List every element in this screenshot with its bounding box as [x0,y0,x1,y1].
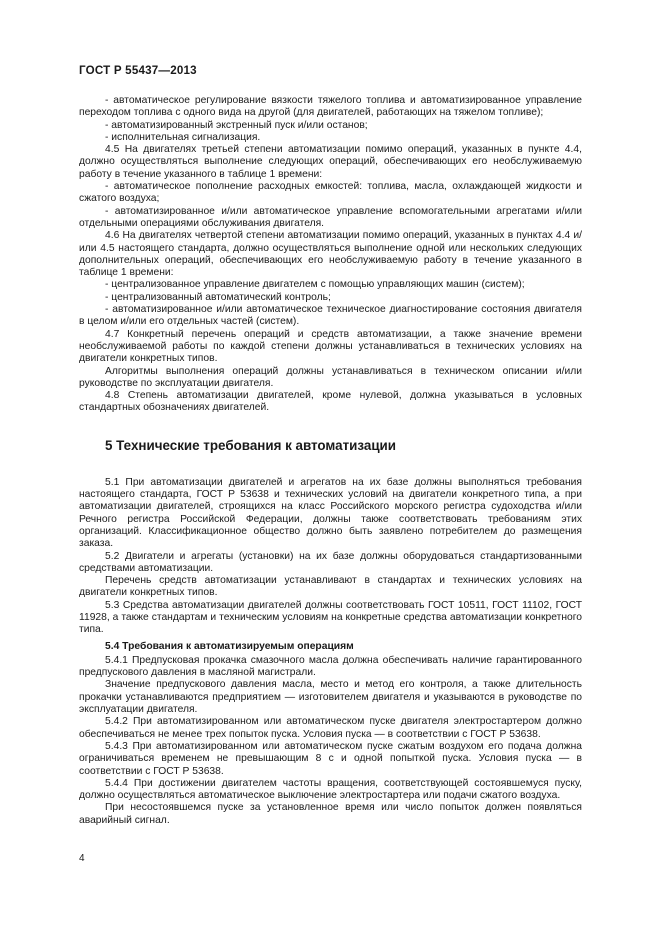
paragraph: 4.8 Степень автоматизации двигателей, кроме нулевой, должна указываться в условных стандартных обозначениях двигателей. [79,390,582,414]
list-item: - автоматизированный экстренный пуск и/или останов; [105,119,368,131]
paragraph: 5.2 Двигатели и агрегаты (установки) на их базе должны оборудоваться стандартизованными средствами автоматизации. [79,550,582,574]
paragraph: Перечень средств автоматизации устанавливают в стандартах и технических условиях на двигатели конкретных типов. [79,575,582,599]
paragraph: 5.4.3 При автоматизированном или автоматическом пуске сжатым воздухом его подача должна ограничиваться временем не превышающим 8 с и одной попыткой пуска. Условия пуска — в соответствии с ГОСТ Р 53638. [79,740,582,777]
paragraph: 4.7 Конкретный перечень операций и средств автоматизации, а также значение времени необслуживаемой работы по каждой степени должны устанавливаться в технических условиях на двигатели конкретных типов. [79,328,582,365]
paragraph: 5.4.1 Предпусковая прокачка смазочного масла должна обеспечивать наличие гарантированного предпускового давления в масляной магистрали. [79,654,582,679]
paragraph: 4.5 На двигателях третьей степени автоматизации помимо операций, указанных в пункте 4.4, должно осуществляться выполнение следующих операций, обеспечивающих его необслуживаемую работу в течение указанного в таблице 1 времени: [79,144,582,180]
paragraph: 5.4.2 При автоматизированном или автоматическом пуске двигателя электростартером должно обеспечиваться не менее трех попыток пуска. Условия пуска — в соответствии с ГОСТ Р 53638. [79,716,582,740]
paragraph: 4.6 На двигателях четвертой степени автоматизации помимо операций, указанных в пунктах 4.4 и/или 4.5 настоящего стандарта, должно осуществляться выполнение одной или нескольких следующих дополнительных операций, обеспечивающих его необслуживаемую работу в течение указанного в таблице 1 времени: [79,230,582,279]
paragraph: Значение предпускового давления масла, место и метод его контроля, а также длительность прокачки устанавливаются предприятием — изготовителем двигателя и указываются в руководстве по эксплуатации двигателя. [79,679,582,716]
section-5-paragraphs [79,477,582,637]
section-title: 5 Технические требования к автоматизации [105,437,397,453]
page-body [79,95,582,827]
running-header: ГОСТ Р 55437—2013 [79,64,197,77]
list-item: - исполнительная сигнализация. [105,131,261,143]
paragraph: 5.4.4 При достижении двигателем частоты вращения, соответствующей состоявшемуся пуску, должно осуществляться автоматическое выключение электростартера или подачи сжатого воздуха. [79,777,582,802]
list-item: - автоматическое пополнение расходных емкостей: топлива, масла, охлаждающей жидкости и сжатого воздуха; [79,181,582,205]
section-4-continuation [79,95,582,415]
list-item: - автоматизированное и/или автоматическое управление вспомогательными агрегатами и/или отдельными операциями обслуживания двигателя. [79,205,582,229]
paragraph: 5.1 При автоматизации двигателей и агрегатов на их базе должны выполняться требования настоящего стандарта, ГОСТ Р 53638 и технических условий на двигатели конкретного типа, а при автоматизации двигателей, строящихся на класс Российского морского регистра судоходства и/или Речного регистра Российской Федерации, должны также соответствовать требованиям этих организаций. Классификационное общество должно быть заявлено потребителем до размещения заказа. [79,476,582,550]
subsection-title: 5.4 Требования к автоматизируемым операциям [105,640,354,652]
page-number: 4 [79,853,85,864]
list-item: - автоматическое регулирование вязкости тяжелого топлива и автоматизированное управление переходом топлива с одного вида на другой (для двигателей, работающих на тяжелом топливе); [79,95,582,119]
list-item: - централизованное управление двигателем с помощью управляющих машин (систем); [105,279,525,291]
paragraph: При несостоявшемся пуске за установленное время или число попыток должен появляться аварийный сигнал. [79,802,582,826]
list-item: - централизованный автоматический контроль; [105,291,331,303]
paragraph: 5.3 Средства автоматизации двигателей должны соответствовать ГОСТ 10511, ГОСТ 11102, ГОСТ 11928, а также стандартам и техническим условиям на конкретные средства автоматизации конкретного типа. [79,599,582,636]
paragraph: Алгоритмы выполнения операций должны устанавливаться в техническом описании и/или руководстве по эксплуатации двигателя. [79,365,582,389]
subsection-5-4-paragraphs [79,655,582,827]
list-item: - автоматизированное и/или автоматическое техническое диагностирование состояния двигателя в целом и/или его отдельных частей (систем). [79,304,582,328]
